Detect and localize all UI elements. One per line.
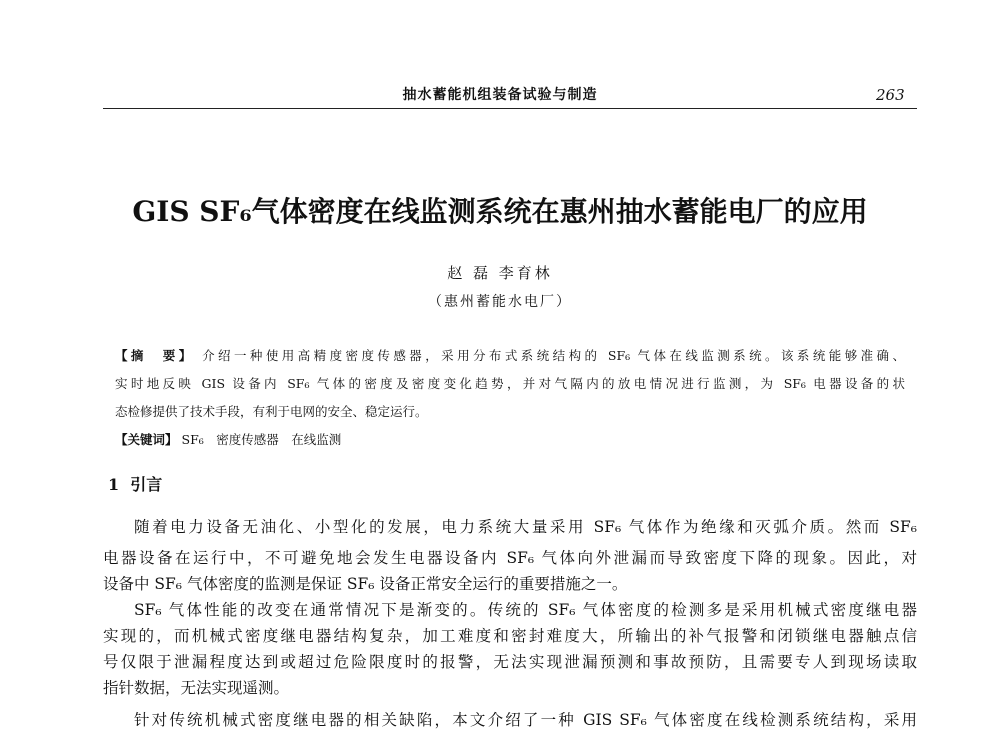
header-rule	[103, 108, 917, 109]
abstract-line	[115, 346, 905, 364]
body-line: 随着电力设备无油化、小型化的发展，电力系统大量采用 SF₆ 气体作为绝缘和灭弧介质。然而 SF₆	[134, 518, 917, 536]
body-line: 指针数据，无法实现遥测。	[103, 679, 290, 697]
abstract-line: 态检修提供了技术手段，有利于电网的安全、稳定运行。	[115, 404, 428, 419]
running-header: 抽水蓄能机组装备试验与制造	[402, 87, 598, 103]
abstract-label: 【摘 要】	[115, 348, 195, 363]
keywords-label: 【关键词】	[115, 432, 178, 447]
abstract-text: 介绍一种使用高精度密度传感器，采用分布式系统结构的 SF₆ 气体在线监测系统。该系统能够准确、	[202, 348, 905, 363]
affiliation: （惠州蓄能水电厂）	[428, 294, 572, 310]
abstract-line: 实时地反映 GIS 设备内 SF₆ 气体的密度及密度变化趋势，并对气隔内的放电情况进行监测，为 SF₆ 电器设备的状	[115, 376, 905, 391]
authors: 赵 磊 李育林	[447, 264, 553, 282]
body-line: 针对传统机械式密度继电器的相关缺陷，本文介绍了一种 GIS SF₆ 气体密度在线检测系统结构，采用	[134, 711, 917, 729]
paper-title: GIS SF₆气体密度在线监测系统在惠州抽水蓄能电厂的应用	[132, 195, 868, 228]
body-line: 号仅限于泄漏程度达到或超过危险限度时的报警，无法实现泄漏预测和事故预防，且需要专人到现场读取	[103, 653, 917, 671]
keywords-text: SF₆ 密度传感器 在线监测	[181, 432, 342, 447]
page-number: 263	[876, 86, 905, 104]
body-line: 实现的，而机械式密度继电器结构复杂，加工难度和密封难度大，所输出的补气报警和闭锁继电器触点信	[103, 627, 917, 645]
body-line: 设备中 SF₆ 气体密度的监测是保证 SF₆ 设备正常安全运行的重要措施之一。	[103, 575, 628, 593]
keywords-line	[115, 430, 905, 448]
body-line: 电器设备在运行中，不可避免地会发生电器设备内 SF₆ 气体向外泄漏而导致密度下降的现象。因此，对	[103, 549, 917, 567]
section-number: 1	[108, 475, 120, 494]
section-title: 引言	[130, 475, 163, 494]
body-line: SF₆ 气体性能的改变在通常情况下是渐变的。传统的 SF₆ 气体密度的检测多是采用机械式密度继电器	[134, 601, 917, 619]
section-heading	[108, 472, 162, 495]
